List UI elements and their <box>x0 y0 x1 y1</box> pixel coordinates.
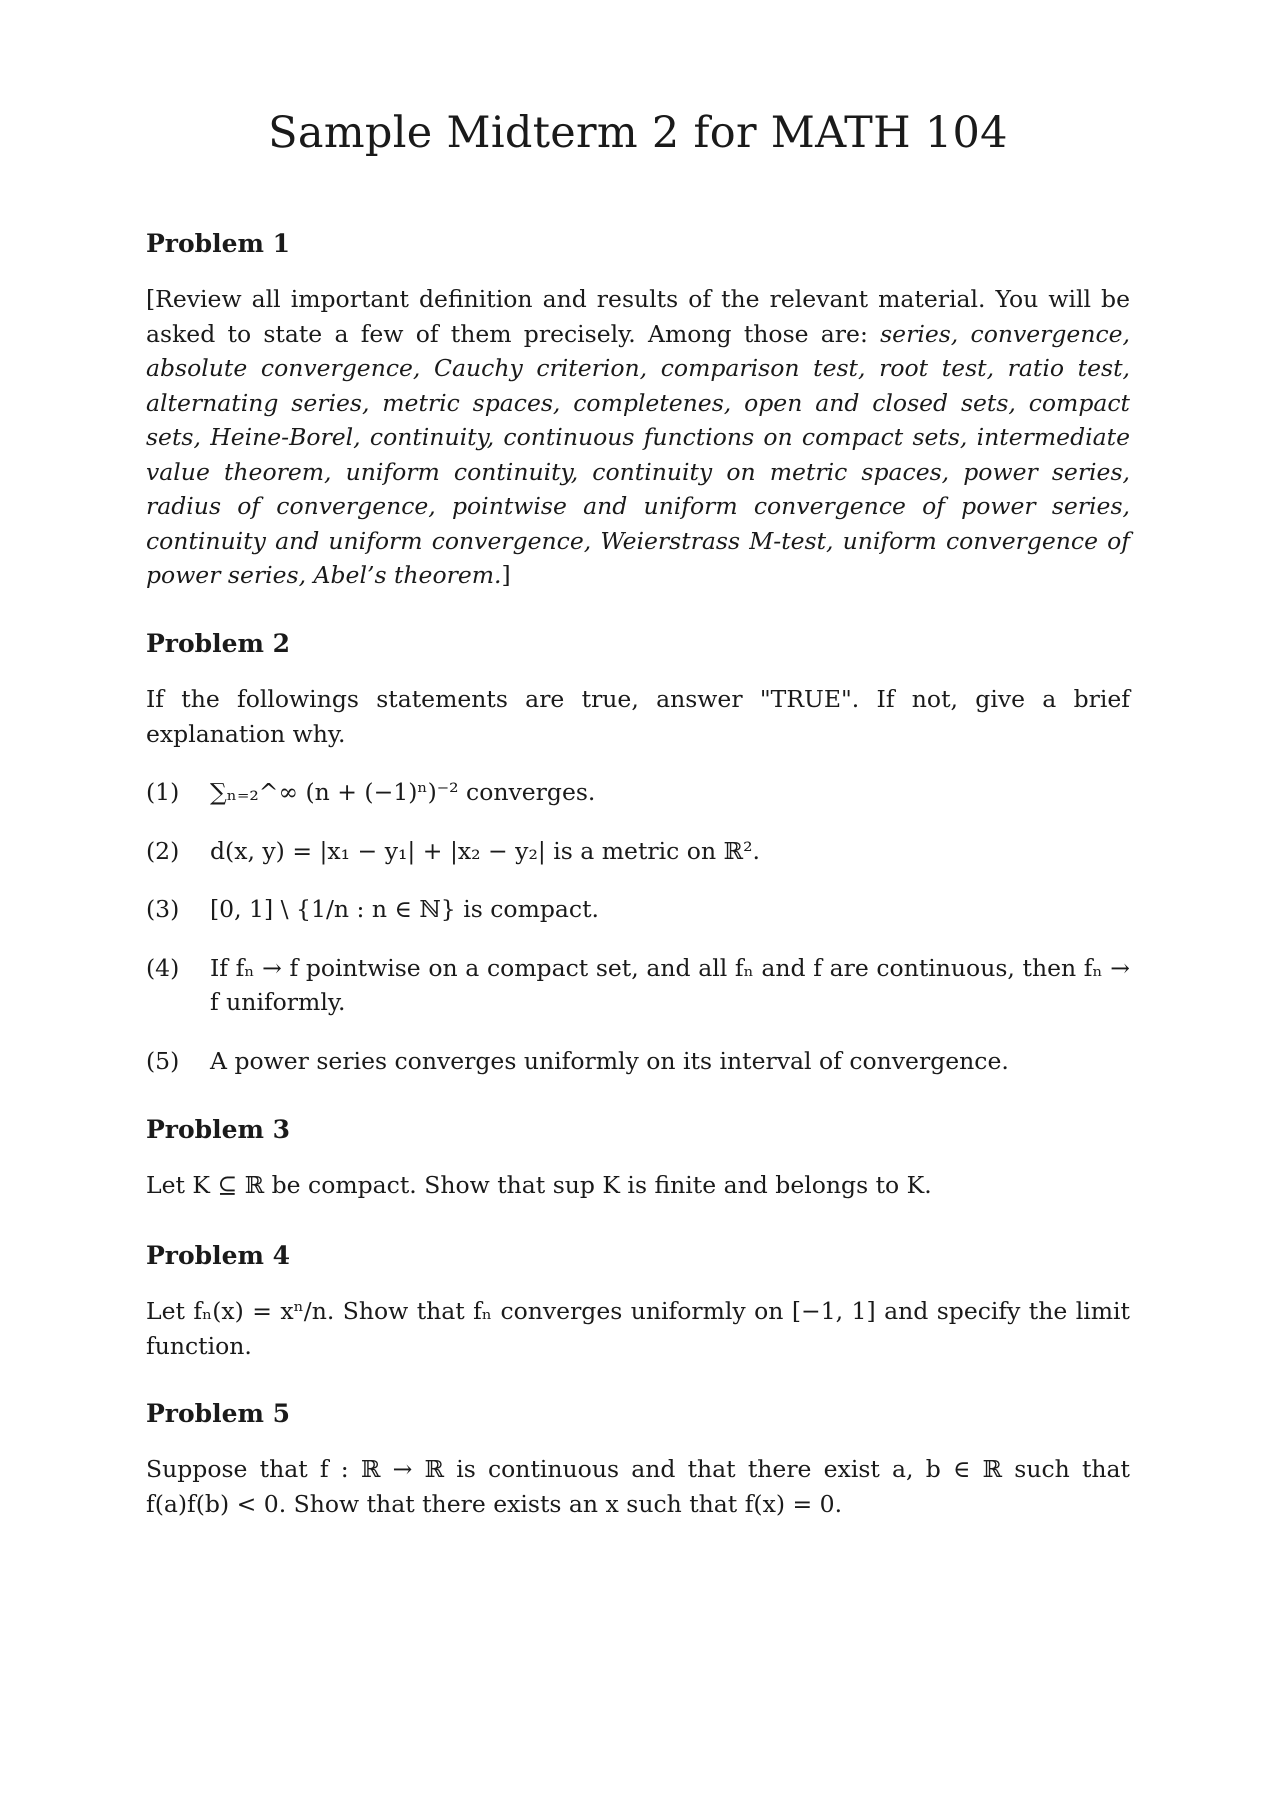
problem-1-close: ] <box>501 561 511 589</box>
problem-1-intro: [Review all important definition and results of the relevant material. You will be asked to state a few of them precisely. Among those are: <box>146 285 1130 348</box>
list-item <box>146 1044 1130 1079</box>
item-text: [0, 1] \ {1/n : n ∈ ℕ} is compact. <box>210 895 599 923</box>
problem-4 <box>146 1240 1130 1363</box>
item-number: (1) <box>146 778 180 806</box>
list-item <box>146 951 1130 1020</box>
item-number: (2) <box>146 836 180 865</box>
problem-heading: Problem 1 <box>146 229 291 258</box>
problem-1-text <box>146 282 1130 593</box>
problem-5 <box>146 1398 1130 1521</box>
item-text: If fₙ → f pointwise on a compact set, and all fₙ and f are continuous, then fₙ → f uniformly. <box>210 953 1130 1016</box>
page-title: Sample Midterm 2 for MATH 104 <box>268 108 1008 158</box>
item-text: d(x, y) = |x₁ − y₁| + |x₂ − y₂| is a metric on ℝ². <box>210 836 760 865</box>
problem-1-topics: series, convergence, absolute convergence, Cauchy criterion, comparison test, root test, ratio test, alternating series, metric spaces, completenes, open and closed sets, compact sets, Heine-Borel, continuity, continuous functions on compact sets, intermediate value theorem, uniform continuity, continuity on metric spaces, power series, radius of convergence, pointwise and uniform convergence of power series, continuity and uniform convergence, Weierstrass M-test, uniform convergence of power series, Abel’s theorem. <box>146 319 1131 589</box>
item-text: ∑ₙ₌₂^∞ (n + (−1)ⁿ)⁻² converges. <box>210 778 596 806</box>
problem-heading: Problem 4 <box>146 1241 291 1270</box>
problem-3-text: Let K ⊆ ℝ be compact. Show that sup K is finite and belongs to K. <box>146 1171 932 1199</box>
problem-heading: Problem 5 <box>146 1399 291 1428</box>
problem-2-text: If the followings statements are true, answer "TRUE". If not, give a brief explanation why. <box>146 685 1130 748</box>
problem-4-text: Let fₙ(x) = xⁿ/n. Show that fₙ converges uniformly on [−1, 1] and specify the limit function. <box>146 1297 1130 1360</box>
statement-list <box>146 775 1130 1078</box>
problem-2 <box>146 628 1130 1102</box>
problem-5-text: Suppose that f : ℝ → ℝ is continuous and that there exist a, b ∈ ℝ such that f(a)f(b) < 0. Show that there exists an x such that f(x) = 0. <box>146 1455 1130 1518</box>
list-item <box>146 775 1130 810</box>
item-number: (4) <box>146 953 180 982</box>
list-item <box>146 834 1130 869</box>
item-number: (5) <box>146 1046 180 1075</box>
problem-1 <box>146 228 1130 593</box>
problem-heading: Problem 2 <box>146 629 291 658</box>
problem-heading: Problem 3 <box>146 1115 291 1144</box>
list-item <box>146 892 1130 927</box>
item-text: A power series converges uniformly on its interval of convergence. <box>210 1046 1009 1075</box>
item-number: (3) <box>146 895 180 923</box>
problem-3 <box>146 1114 1130 1203</box>
